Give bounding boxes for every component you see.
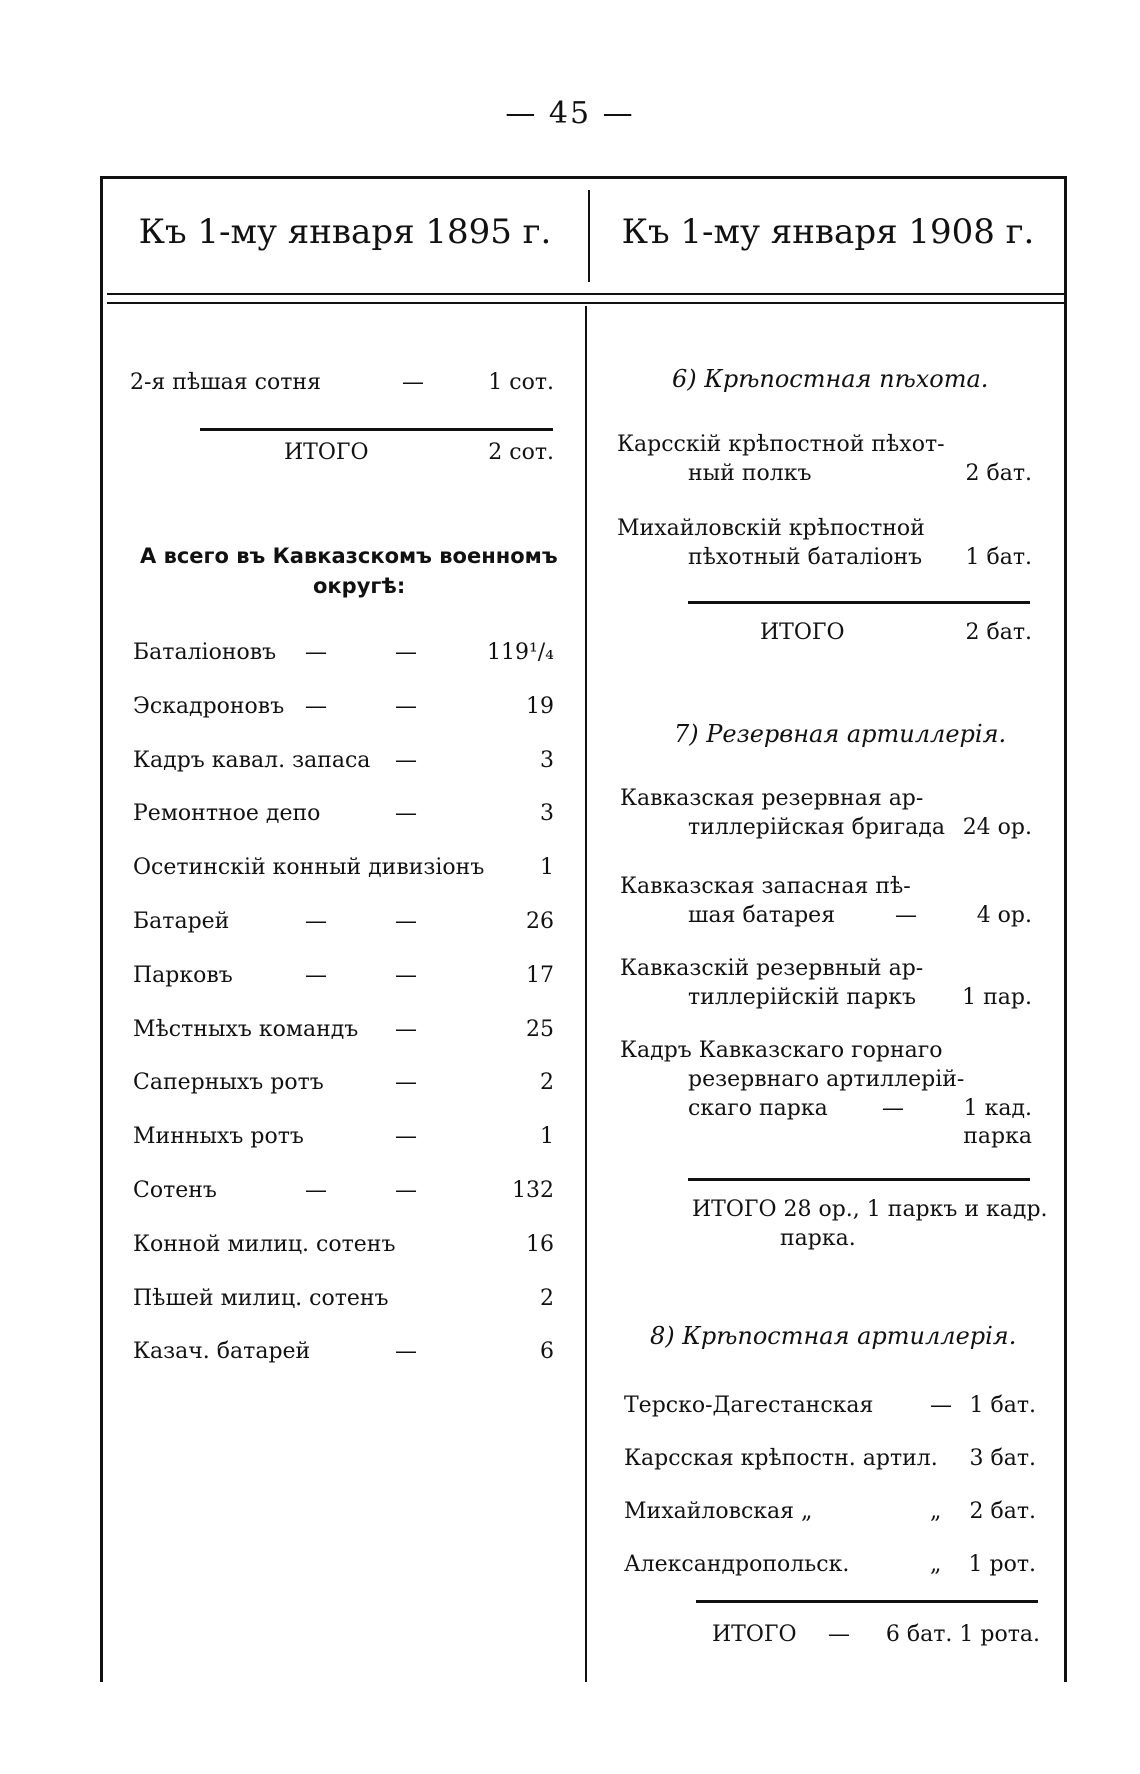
left-row-dash-2: — <box>395 1178 417 1203</box>
s7-item-3-line2: тиллерійскій паркъ <box>688 985 916 1010</box>
s7-last-value1: 1 кад. <box>963 1096 1032 1121</box>
page-number: — 45 — <box>505 96 635 131</box>
left-row-value: 19 <box>526 694 554 719</box>
s8-row-mark: — <box>930 1393 952 1418</box>
left-row-value: 2 <box>540 1070 554 1095</box>
s7-item-3-value: 1 пар. <box>962 985 1032 1010</box>
left-row-value: 6 <box>540 1339 554 1364</box>
left-row-label: Сотенъ <box>133 1178 217 1203</box>
left-row-dash-2: — <box>395 1070 417 1095</box>
left-row-label: Осетинскій конный дивизіонъ <box>133 855 485 880</box>
left-row-label: Мѣстныхъ командъ <box>133 1017 359 1042</box>
left-row-value: 26 <box>526 909 554 934</box>
s7-last-value2: парка <box>963 1124 1032 1149</box>
s7-item-1-value: 24 ор. <box>962 815 1032 840</box>
left-row-dash-2: — <box>395 801 417 826</box>
header-right: Къ 1-му января 1908 г. <box>621 212 1035 252</box>
section-6-title: 6) Крѣпостная пѣхота. <box>672 365 989 393</box>
s7-last-line2: резервнаго артиллерій- <box>688 1067 965 1092</box>
left-first-row-label: 2-я пѣшая сотня <box>130 370 321 395</box>
left-summary-heading-2: округѣ: <box>313 574 406 598</box>
header-double-rule <box>107 293 1067 304</box>
left-row-value: 25 <box>526 1017 554 1042</box>
s8-row-mark: „ <box>930 1552 942 1577</box>
left-first-row-value: 1 сот. <box>488 370 554 395</box>
s8-row-value: 3 бат. <box>969 1446 1036 1471</box>
left-row-dash-2: — <box>395 963 417 988</box>
s7-last-dash: — <box>882 1096 904 1121</box>
s8-row-label: Александропольск. <box>624 1552 850 1577</box>
left-row-label: Минныхъ ротъ <box>133 1124 304 1149</box>
s7-item-1-line2: тиллерійская бригада <box>688 815 945 840</box>
left-row-value: 119¹/₄ <box>486 640 554 665</box>
left-itogo-value: 2 сот. <box>488 440 554 465</box>
left-row-dash-2: — <box>395 1339 417 1364</box>
s8-row-value: 2 бат. <box>969 1499 1036 1524</box>
s8-itogo-value: 6 бат. 1 рота. <box>885 1622 1040 1647</box>
s8-row-label: Терско-Дагестанская <box>624 1393 874 1418</box>
left-row-value: 3 <box>540 748 554 773</box>
s6-item-2-line2: пѣхотный баталіонъ <box>688 545 923 570</box>
s7-itogo-line1: ИТОГО 28 ор., 1 паркъ и кадр. <box>692 1197 1048 1222</box>
section-8-title: 8) Крѣпостная артиллерія. <box>650 1322 1017 1350</box>
s8-itogo-label: ИТОГО <box>712 1622 797 1647</box>
left-row-dash-2: — <box>395 1017 417 1042</box>
left-row-label: Конной милиц. сотенъ <box>133 1232 396 1257</box>
s6-item-1-value: 2 бат. <box>965 461 1032 486</box>
left-row-label: Пѣшей милиц. сотенъ <box>133 1286 389 1311</box>
left-row-dash-2: — <box>395 909 417 934</box>
column-divider-top <box>588 190 590 282</box>
left-row-dash-2: — <box>395 748 417 773</box>
s8-row-value: 1 бат. <box>969 1393 1036 1418</box>
left-row-value: 1 <box>540 855 554 880</box>
column-divider <box>585 306 587 1682</box>
left-row-dash-2: — <box>395 694 417 719</box>
left-frame-line <box>100 176 103 1682</box>
s7-itogo-rule <box>688 1178 1030 1181</box>
left-row-dash-2: — <box>395 1124 417 1149</box>
left-row-label: Баталіоновъ <box>133 640 277 665</box>
s6-item-2-value: 1 бат. <box>965 545 1032 570</box>
s6-item-1-line1: Карсскій крѣпостной пѣхот- <box>617 432 945 457</box>
left-itogo-rule <box>200 428 553 431</box>
s6-itogo-label: ИТОГО <box>760 620 845 645</box>
top-rule <box>100 176 1067 179</box>
left-row-dash-1: — <box>305 694 327 719</box>
left-row-label: Саперныхъ ротъ <box>133 1070 324 1095</box>
left-row-dash-1: — <box>305 909 327 934</box>
left-row-label: Казач. батарей <box>133 1339 311 1364</box>
s8-row-mark: „ <box>930 1499 942 1524</box>
s7-last-line3: скаго парка <box>688 1096 828 1121</box>
s8-itogo-dash: — <box>828 1622 850 1647</box>
left-row-label: Кадръ кавал. запаса <box>133 748 371 773</box>
left-itogo-label: ИТОГО <box>284 440 369 465</box>
s7-item-2-value: 4 ор. <box>976 903 1032 928</box>
s7-itogo-line2: парка. <box>780 1226 856 1251</box>
s8-row-value: 1 рот. <box>968 1552 1036 1577</box>
s8-row-label: Михайловская „ <box>624 1499 813 1524</box>
left-row-label: Парковъ <box>133 963 233 988</box>
left-row-value: 1 <box>540 1124 554 1149</box>
s8-itogo-rule <box>696 1600 1038 1603</box>
s6-itogo-value: 2 бат. <box>965 620 1032 645</box>
s7-item-2-line2: шая батарея <box>688 903 836 928</box>
s7-last-line1: Кадръ Кавказскаго горнаго <box>620 1038 943 1063</box>
left-row-label: Батарей <box>133 909 230 934</box>
right-frame-line <box>1064 176 1067 1682</box>
left-row-dash-1: — <box>305 640 327 665</box>
left-row-value: 16 <box>526 1232 554 1257</box>
s7-item-2-dash: — <box>895 903 917 928</box>
s7-item-3-line1: Кавказскій резервный ар- <box>620 956 924 981</box>
left-row-dash-1: — <box>305 1178 327 1203</box>
left-row-dash-2: — <box>395 640 417 665</box>
left-row-value: 132 <box>512 1178 554 1203</box>
left-row-dash-1: — <box>305 963 327 988</box>
left-row-value: 3 <box>540 801 554 826</box>
s6-itogo-rule <box>688 601 1030 604</box>
header-left: Къ 1-му января 1895 г. <box>138 212 552 252</box>
left-row-label: Эскадроновъ <box>133 694 285 719</box>
left-row-label: Ремонтное депо <box>133 801 321 826</box>
s6-item-1-line2: ный полкъ <box>688 461 812 486</box>
left-row-value: 17 <box>526 963 554 988</box>
section-7-title: 7) Резервная артиллерія. <box>674 720 1007 748</box>
left-first-row-dash: — <box>402 370 424 395</box>
s7-item-1-line1: Кавказская резервная ар- <box>620 786 924 811</box>
left-summary-heading: А всего въ Кавказскомъ военномъ <box>140 544 558 568</box>
s7-item-2-line1: Кавказская запасная пѣ- <box>620 874 911 899</box>
s6-item-2-line1: Михайловскій крѣпостной <box>617 516 925 541</box>
s8-row-label: Карсская крѣпостн. артил. <box>624 1446 938 1471</box>
left-row-value: 2 <box>540 1286 554 1311</box>
